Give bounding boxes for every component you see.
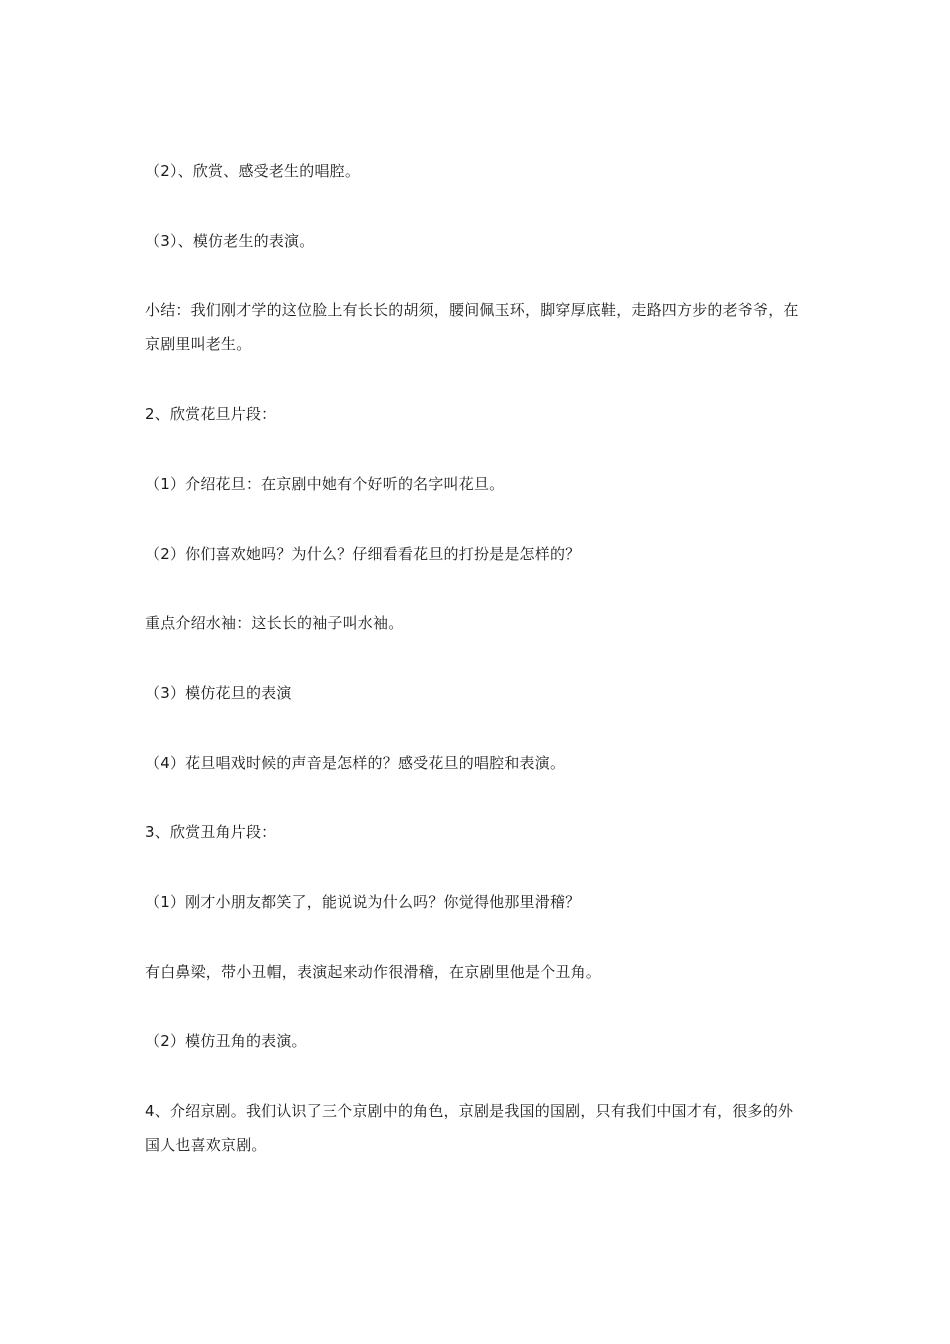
- heading-chou: 3、欣赏丑角片段：: [145, 823, 277, 841]
- paragraph-huadan-imitate: （3）模仿花旦的表演: [145, 684, 292, 702]
- heading-huadan: 2、欣赏花旦片段：: [145, 405, 277, 423]
- paragraph-huadan-intro: （1）介绍花旦：在京剧中她有个好听的名字叫花旦。: [145, 475, 505, 493]
- paragraph-summary: 小结：我们刚才学的这位脸上有长长的胡须，腰间佩玉环，脚穿厚底鞋，走路四方步的老爷爷，在京剧里叫老生。: [145, 301, 799, 353]
- paragraph-laosheng-imitate: （3）、模仿老生的表演。: [145, 232, 315, 250]
- paragraph-chou-question: （1）刚才小朋友都笑了，能说说为什么吗？你觉得他那里滑稽？: [145, 893, 581, 911]
- paragraph-huadan-voice: （4）花旦唱戏时候的声音是怎样的？感受花旦的唱腔和表演。: [145, 754, 566, 772]
- paragraph-peking-opera-intro: 4、介绍京剧。我们认识了三个京剧中的角色，京剧是我国的国剧，只有我们中国才有，很多的外国人也喜欢京剧。: [145, 1102, 794, 1154]
- paragraph-chou-imitate: （2）模仿丑角的表演。: [145, 1032, 307, 1050]
- paragraph-water-sleeve: 重点介绍水袖：这长长的袖子叫水袖。: [145, 614, 404, 632]
- paragraph-chou-desc: 有白鼻梁，带小丑帽，表演起来动作很滑稽，在京剧里他是个丑角。: [145, 963, 602, 981]
- paragraph-huadan-question: （2）你们喜欢她吗？为什么？仔细看看花旦的打扮是是怎样的？: [145, 545, 581, 563]
- paragraph-laosheng-listen: （2）、欣赏、感受老生的唱腔。: [145, 162, 361, 180]
